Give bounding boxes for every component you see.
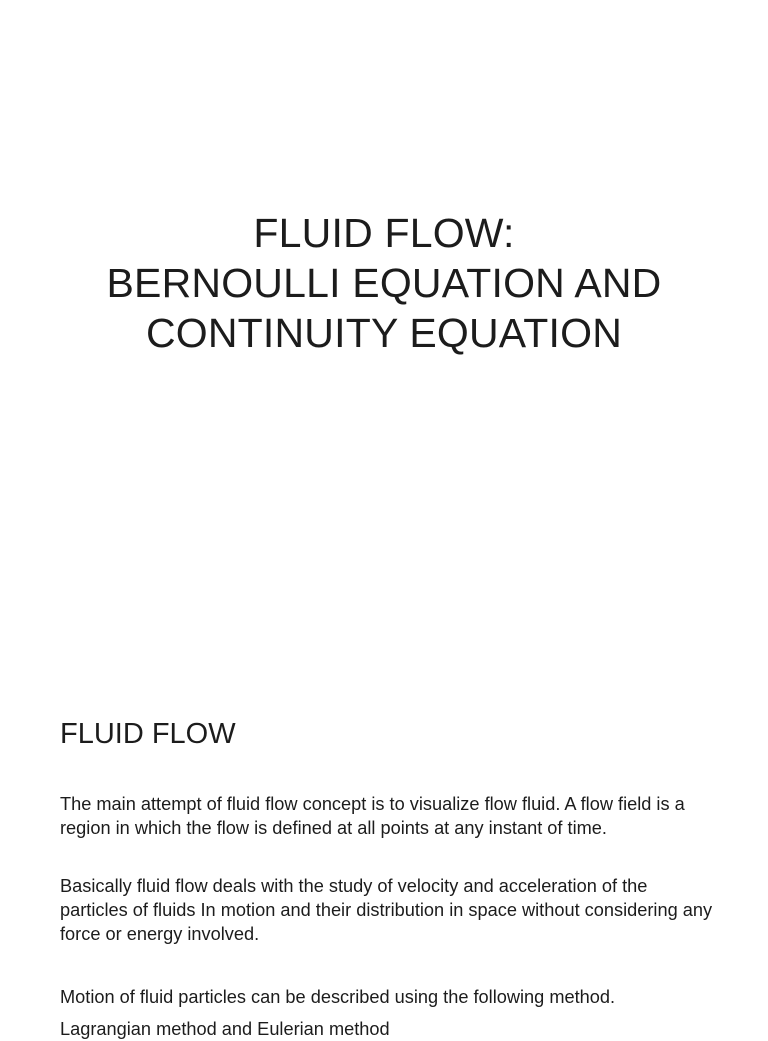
section-heading: FLUID FLOW — [60, 718, 236, 750]
paragraph-text: Lagrangian method and Eulerian method — [60, 1019, 390, 1039]
title-line-1: FLUID FLOW: — [253, 210, 515, 256]
paragraph-4 — [60, 1017, 720, 1041]
paragraph-3 — [60, 985, 720, 1009]
content-slide — [0, 576, 768, 1039]
title-line-2: BERNOULLI EQUATION AND — [106, 260, 662, 306]
paragraph-text: The main attempt of fluid flow concept is to visualize flow fluid. A flow field is a region in which the flow is defined at all points at any instant of time. — [60, 794, 685, 838]
slide-title — [40, 208, 728, 358]
paragraph-text: Basically fluid flow deals with the study of velocity and acceleration of the particles of fluids In motion and their distribution in space without considering any force or energy involved. — [60, 876, 713, 944]
paragraph-text: Motion of fluid particles can be described using the following method. — [60, 987, 616, 1007]
paragraph-2 — [60, 874, 720, 946]
paragraph-1 — [60, 792, 720, 840]
title-line-3: CONTINUITY EQUATION — [145, 310, 623, 356]
